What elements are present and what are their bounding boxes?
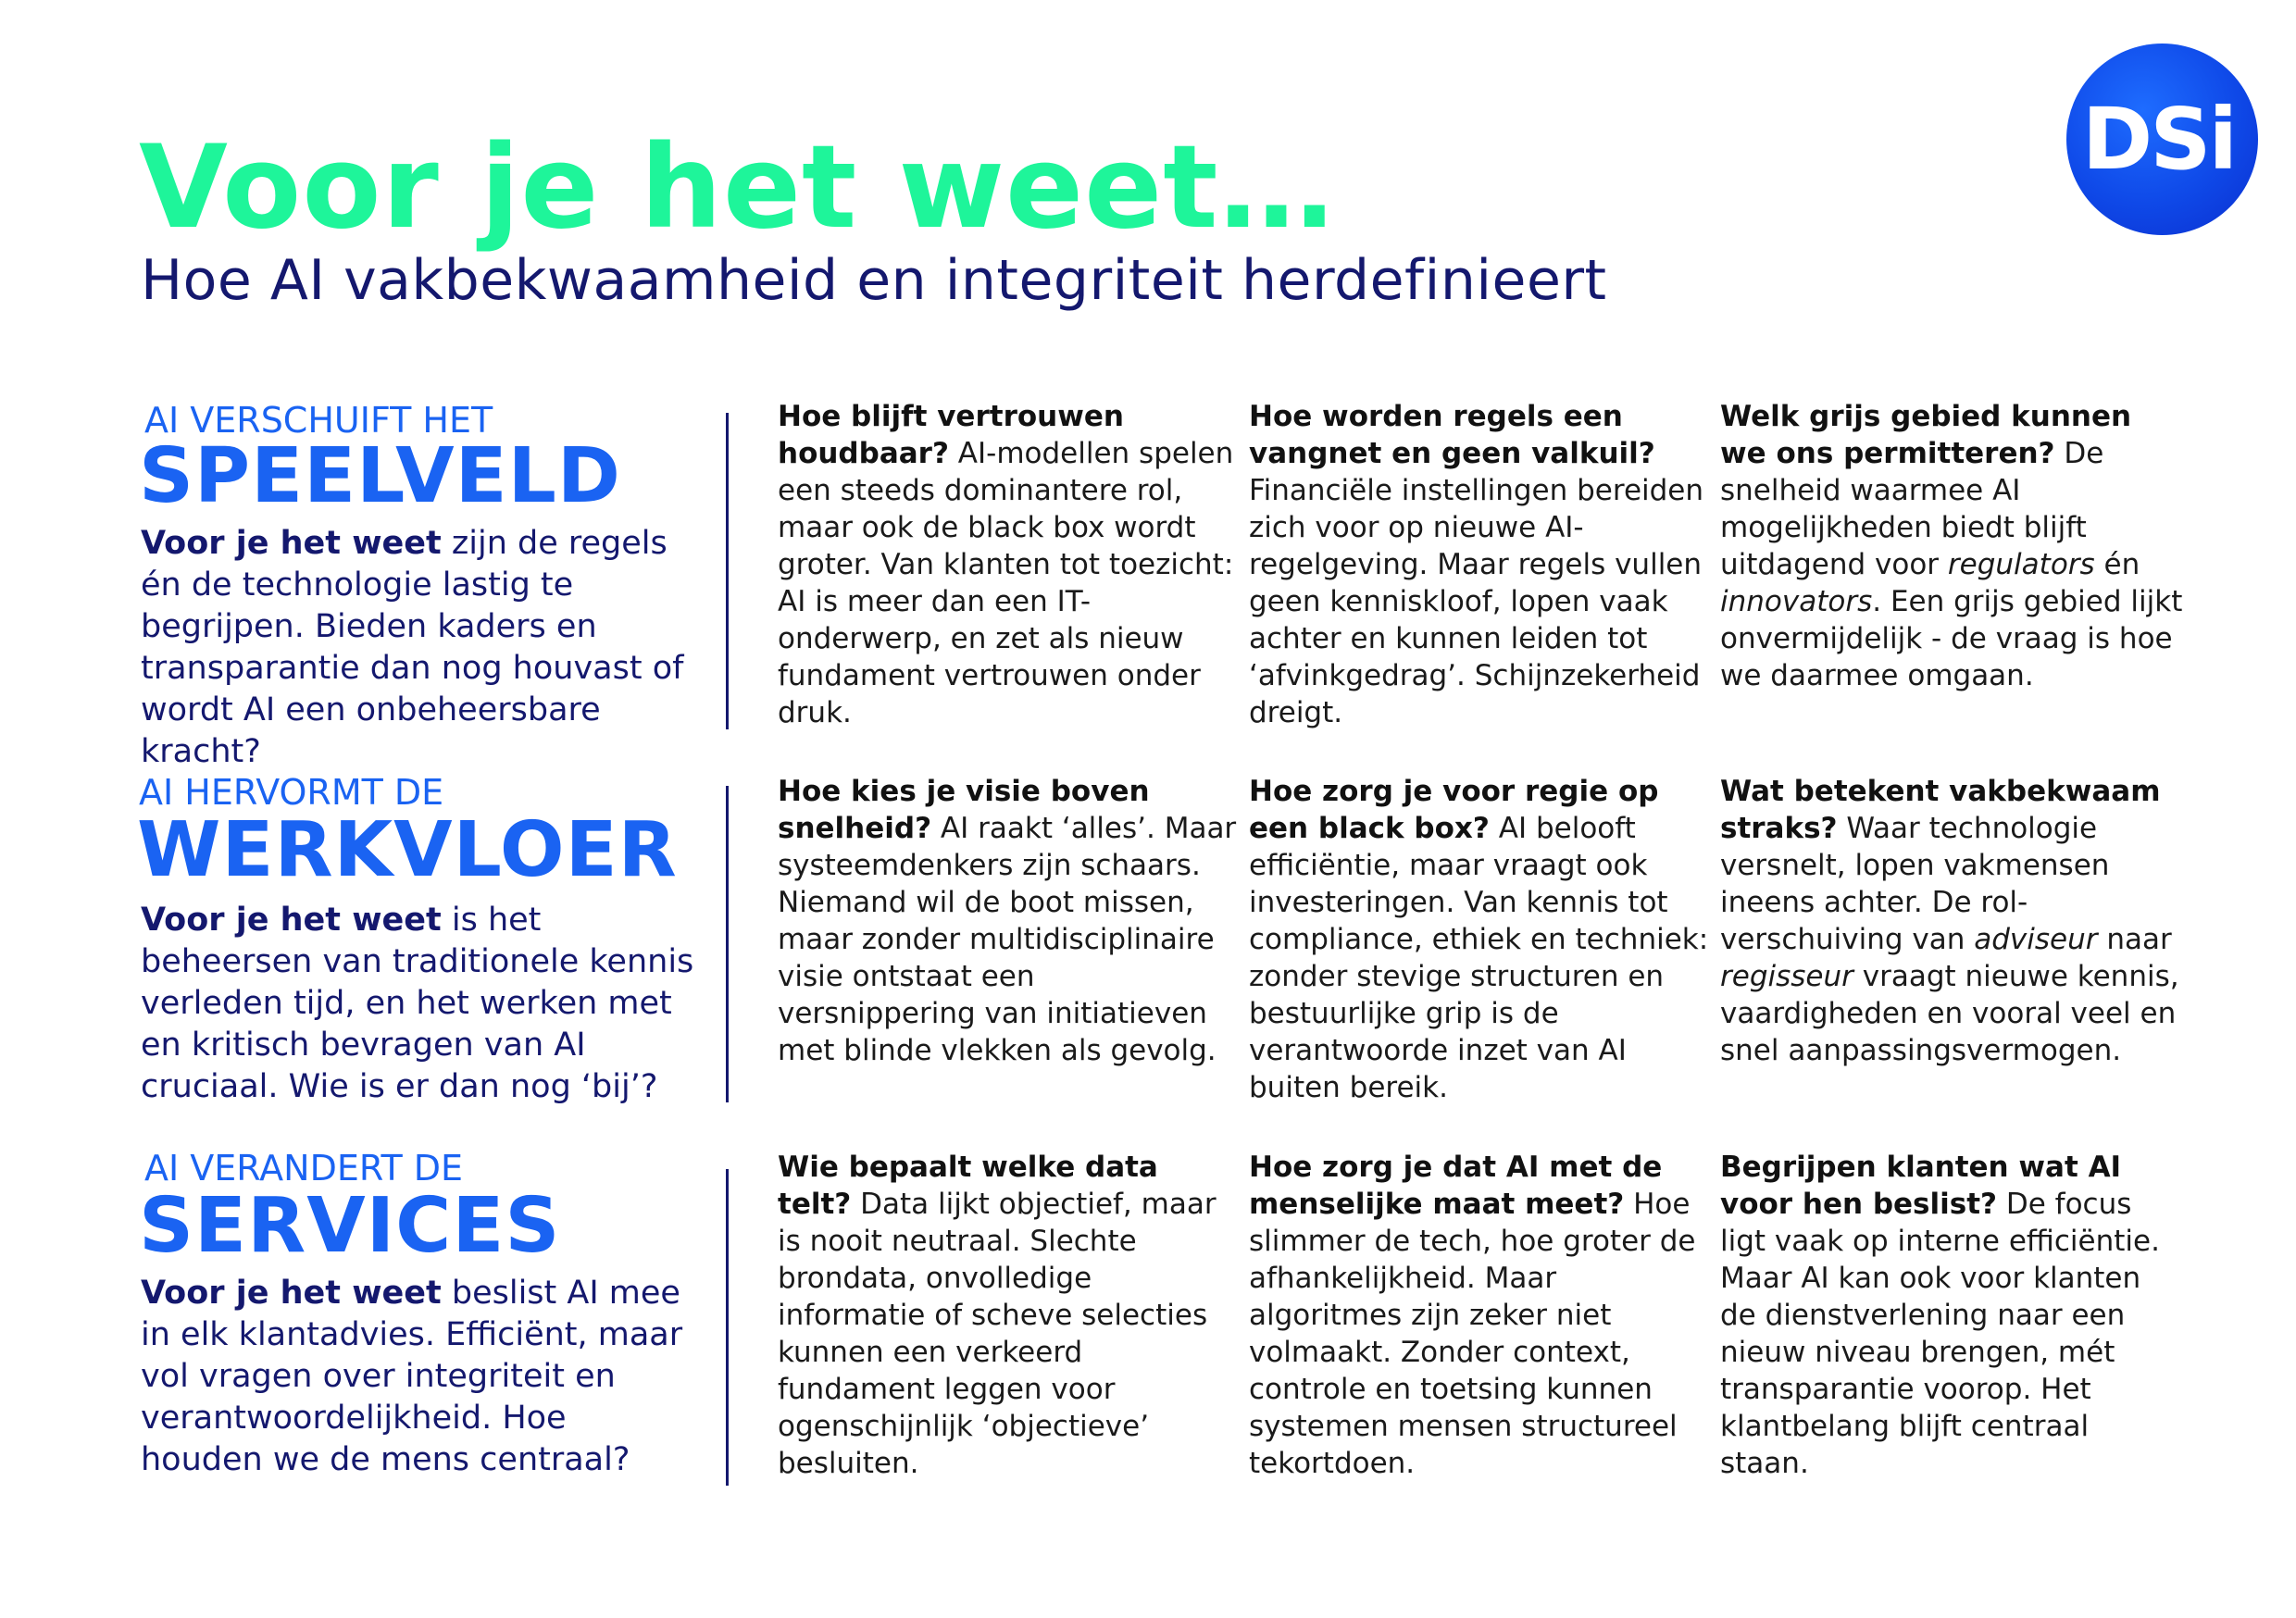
question-italic: innovators: [1720, 585, 1873, 618]
question-block: [1720, 773, 2183, 1069]
question-text: AI-modellen spelen een steeds dominantere rol, maar ook de black box wordt groter. Van klanten tot toezicht: AI is meer dan een IT-onderwerp, en zet als nieuw fundament vertrouwen onder druk.: [778, 437, 1234, 729]
row-intro: [141, 900, 696, 1108]
page-title: Voor je het weet…: [139, 121, 1335, 255]
row-bigword: SERVICES: [139, 1182, 561, 1270]
column-divider: [726, 1169, 729, 1486]
question-text: De focus ligt vaak op interne efficiëntie. Maar AI kan ook voor klanten de dienstverlening naar een nieuw niveau brengen, mét transparantie voorop. Het klantbelang blijft centraal staan.: [1720, 1188, 2160, 1480]
question-text: Waar technologie versnelt, lopen vakmensen ineens achter. De rol-verschuiving van: [1720, 812, 2110, 956]
question-text: AI belooft efficiëntie, maar vraagt ook investeringen. Van kennis tot compliance, ethiek en techniek: zonder stevige structuren en bestuurlijke grip is de verantwoorde inzet van AI buiten bereik.: [1249, 812, 1709, 1104]
question-title: Welk grijs gebied kunnen we ons permitteren?: [1720, 400, 2132, 470]
question-title: Hoe worden regels een vangnet en geen valkuil?: [1249, 400, 1655, 470]
question-title: Hoe zorg je voor regie op een black box?: [1249, 775, 1659, 845]
question-text: De snelheid waarmee AI mogelijkheden biedt blijft uitdagend voor: [1720, 437, 2104, 581]
question-block: [778, 1149, 1241, 1482]
question-block: [778, 773, 1241, 1069]
question-block: [1249, 398, 1712, 731]
intro-bold: Voor je het weet: [141, 1275, 442, 1312]
question-title: Hoe blijft vertrouwen houdbaar?: [778, 400, 1124, 470]
question-block: [1249, 1149, 1712, 1482]
column-divider: [726, 413, 729, 729]
dsi-logo: [2066, 44, 2258, 235]
question-text: naar: [2097, 923, 2172, 956]
row-kicker: AI VERANDERT DE: [144, 1148, 464, 1189]
logo-text: DSi: [2081, 90, 2236, 189]
question-text: én: [2094, 548, 2140, 581]
row-intro: [141, 1273, 696, 1481]
column-divider: [726, 786, 729, 1102]
question-block: [778, 398, 1241, 731]
question-text: Hoe slimmer de tech, hoe groter de afhankelijkheid. Maar algoritmes zijn zeker niet volmaakt. Zonder context, controle en toetsing kunnen systemen mensen structureel tekortdoen.: [1249, 1188, 1696, 1480]
row-intro: [141, 523, 696, 773]
question-title: Hoe kies je visie boven snelheid?: [778, 775, 1150, 845]
question-title: Wat betekent vakbekwaam straks?: [1720, 775, 2161, 845]
question-italic: regulators: [1947, 548, 2095, 581]
question-text: . Een grijs gebied lijkt onvermijdelijk - de vraag is hoe we daarmee omgaan.: [1720, 585, 2183, 692]
row-bigword: WERKVLOER: [137, 806, 678, 894]
intro-text: is het beheersen van traditionele kennis verleden tijd, en het werken met en kritisch bevragen van AI cruciaal. Wie is er dan nog ‘bij’?: [141, 902, 694, 1105]
question-text: Financiële instellingen bereiden zich voor op nieuwe AI-regelgeving. Maar regels vullen geen kenniskloof, lopen vaak achter en kunnen leiden tot ‘afvinkgedrag’. Schijnzekerheid dreigt.: [1249, 474, 1704, 729]
question-title: Hoe zorg je dat AI met de menselijke maat meet?: [1249, 1151, 1663, 1221]
intro-bold: Voor je het weet: [141, 525, 442, 562]
intro-text: beslist AI mee in elk klantadvies. Efficiënt, maar vol vragen over integriteit en verantwoordelijkheid. Hoe houden we de mens centraal?: [141, 1275, 683, 1478]
page-subtitle: Hoe AI vakbekwaamheid en integriteit herdefinieert: [141, 248, 1607, 313]
question-block: [1720, 1149, 2183, 1482]
question-italic: regisseur: [1720, 960, 1853, 993]
question-text: vraagt nieuwe kennis, vaardigheden en vooral veel en snel aanpassingsvermogen.: [1720, 960, 2179, 1067]
question-italic: adviseur: [1974, 923, 2098, 956]
question-block: [1720, 398, 2183, 694]
question-title: Wie bepaalt welke data telt?: [778, 1151, 1158, 1221]
question-block: [1249, 773, 1712, 1106]
row-kicker: AI HERVORMT DE: [139, 772, 444, 813]
row-kicker: AI VERSCHUIFT HET: [144, 400, 493, 441]
intro-text: zijn de regels én de technologie lastig te begrijpen. Bieden kaders en transparantie dan nog houvast of wordt AI een onbeheersbare kracht?: [141, 525, 684, 770]
intro-bold: Voor je het weet: [141, 902, 442, 939]
row-bigword: SPEELVELD: [139, 432, 621, 520]
question-title: Begrijpen klanten wat AI voor hen beslist?: [1720, 1151, 2122, 1221]
question-text: Data lijkt objectief, maar is nooit neutraal. Slechte brondata, onvolledige informatie of scheve selecties kunnen een verkeerd fundament leggen voor ogenschijnlijk ‘objectieve’ besluiten.: [778, 1188, 1217, 1480]
question-text: AI raakt ‘alles’. Maar systeemdenkers zijn schaars. Niemand wil de boot missen, maar zonder multidisciplinaire visie ontstaat een versnippering van initiatieven met blinde vlekken als gevolg.: [778, 812, 1237, 1067]
